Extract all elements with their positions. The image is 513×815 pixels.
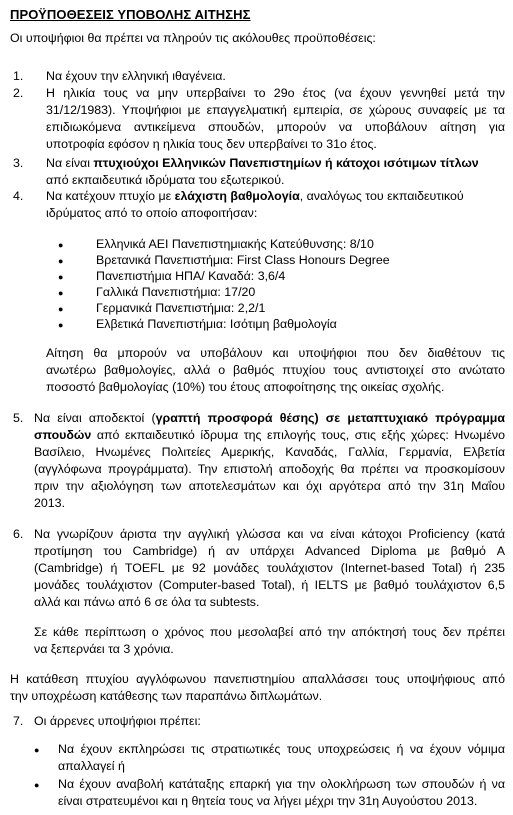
page-title: ΠΡΟΫΠΟΘΕΣΕΙΣ ΥΠΟΒΟΛΗΣ ΑΙΤΗΣΗΣ	[10, 7, 251, 22]
item-number: 4.	[13, 189, 24, 203]
intro-text: Οι υποψήφιοι θα πρέπει να πληρούν τις ακόλουθες προϋποθέσεις:	[10, 31, 376, 45]
item-4-line2: ιδρύματος από το οποίο αποφοιτήσαν:	[46, 206, 258, 220]
military-line: απαλλαγεί ή	[58, 759, 125, 773]
bullet: ●	[58, 240, 64, 250]
item-5-bold: γραπτή προσφορά θέσης) σε μεταπτυχιακό πρόγραμμα	[155, 411, 505, 425]
bullet: ●	[58, 272, 64, 282]
item-6-line: Να γνωρίζουν άριστα την αγγλική γλώσσα και να είναι κάτοχοι Proficiency (κατά	[34, 527, 505, 541]
item-3-line2: από εκπαιδευτικά ιδρύματα του εξωτερικού.	[46, 173, 285, 187]
item-6-line: προτίμηση του Cambridge) ή αν υπάρχει Advanced Diploma με βαθμό A	[34, 544, 505, 558]
grade-item: Γαλλικά Πανεπιστήμια: 17/20	[96, 285, 256, 299]
item-6-note-line: Σε κάθε περίπτωση ο χρόνος που μεσολαβεί από την απόκτησή τους δεν πρέπει	[34, 625, 505, 639]
grades-note-line: ποσοστό βαθμολογίας (10%) του έτους αποφοίτησης της οικείας σχολής.	[46, 380, 445, 394]
item-number: 1.	[13, 69, 24, 83]
item-5-bold2: σπουδών	[34, 428, 92, 442]
item-4-bold: ελάχιστη βαθμολογία	[174, 189, 300, 203]
item-6-line: (Cambridge) ή TOEFL με 92 μονάδες τουλάχιστον (Internet-based Total) ή 235	[34, 561, 505, 575]
grade-item: Βρετανικά Πανεπιστήμια: First Class Honours Degree	[96, 253, 390, 267]
item-4-line	[46, 188, 505, 205]
item-5-line	[34, 427, 505, 444]
item-number: 2.	[13, 86, 24, 100]
military-line: είναι στρατευμένοι και η θητεία τους να λήγει μέχρι την 31η Αυγούστου 2013.	[58, 794, 478, 808]
bullet: ●	[58, 288, 64, 298]
item-4-post: , αναλόγως του εκπαιδευτικού	[299, 189, 464, 203]
bullet: ●	[34, 780, 40, 790]
item-2-line: υποτροφία εφόσον η ηλικία τους δεν υπερβαίνει το 31ο έτος.	[46, 137, 377, 151]
item-5-line: 2013.	[34, 496, 66, 510]
item-number: 3.	[13, 156, 24, 170]
grade-item: Ελληνικά ΑΕΙ Πανεπιστημιακής Κατεύθυνσης: 8/10	[96, 237, 374, 251]
bullet: ●	[58, 256, 64, 266]
exemption-line: Η κατάθεση πτυχίου αγγλόφωνου πανεπιστημίου απαλλάσσει τους υποψήφιους από	[10, 672, 505, 686]
item-6-line: αλλά και πάνω από 6 σε όλα τα subtests.	[34, 595, 260, 609]
item-2-line: 31/12/1983). Υποψήφιοι με επαγγελματική εμπειρία, σε χώρους συναφείς με τα	[46, 103, 505, 117]
item-2-line: επιδιωκόμενα αντικείμενα σπουδών, μπορούν να υποβάλουν αίτηση για	[46, 120, 505, 134]
item-5-post: από εκπαιδευτικό ίδρυμα της επιλογής τους, στις εξής χώρες: Ηνωμένο	[91, 428, 505, 442]
item-1-text: Να έχουν την ελληνική ιθαγένεια.	[46, 69, 226, 83]
bullet: ●	[34, 745, 40, 755]
item-2-line: Η ηλικία τους να μην υπερβαίνει το 29ο έτος (να έχουν γεννηθεί μετά την	[46, 86, 505, 100]
item-number: 6.	[13, 527, 24, 541]
item-5-line: (αγγλόφωνα προγράμματα). Την επιστολή αποδοχής θα πρέπει να προσκομίσουν	[34, 462, 505, 476]
grade-item: Ελβετικά Πανεπιστήμια: Ισότιμη βαθμολογία	[96, 317, 337, 331]
item-5-pre: Να είναι αποδεκτοί (	[34, 411, 156, 425]
military-line: Να έχουν εκπληρώσει τις στρατιωτικές τους υποχρεώσεις ή να έχουν νόμιμα	[58, 742, 505, 756]
grade-item: Γερμανικά Πανεπιστήμια: 2,2/1	[96, 301, 266, 315]
grades-note-line: ανωτέρω βαθμολογίες, αλλά ο βαθμός πτυχίου τους αντιστοιχεί στο ανώτατο	[46, 363, 505, 377]
bullet: ●	[58, 320, 64, 330]
item-5-line	[34, 410, 505, 427]
grades-note-line: Αίτηση θα μπορούν να υποβάλουν και υποψήφιοι που δεν διαθέτουν τις	[46, 346, 505, 360]
item-number: 7.	[13, 714, 24, 728]
item-6-line: μονάδες τουλάχιστον (Computer-based Total), ή IELTS με βαθμό τουλάχιστον 6,5	[34, 578, 505, 592]
item-6-note-line: να ξεπερνάει τα 3 χρόνια.	[34, 642, 174, 656]
item-3-line	[46, 155, 505, 172]
item-5-line: Βασίλειο, Ηνωμένες Πολιτείες Αμερικής, Καναδάς, Γαλλία, Γερμανία, Ελβετία	[34, 445, 505, 459]
item-3-bold: πτυχιούχοι Ελληνικών Πανεπιστημίων ή κάτοχοι ισότιμων τίτλων	[93, 156, 479, 170]
military-line: Να έχουν αναβολή κατάταξης επαρκή για την ολοκλήρωση των σπουδών ή να	[58, 777, 505, 791]
item-5-line: πριν την αξιολόγηση των αποτελεσμάτων και όχι αργότερα από την 31η Μαΐου	[34, 479, 505, 493]
bullet: ●	[58, 304, 64, 314]
grade-item: Πανεπιστήμια ΗΠΑ/ Καναδά: 3,6/4	[96, 269, 286, 283]
exemption-line: την υποχρέωση κατάθεσης των παραπάνω διπλωμάτων.	[10, 689, 323, 703]
item-number: 5.	[13, 411, 24, 425]
item-7-text: Οι άρρενες υποψήφιοι πρέπει:	[34, 714, 201, 728]
item-4-pre: Να κατέχουν πτυχίο με	[46, 189, 175, 203]
item-3-pre: Να είναι	[46, 156, 94, 170]
